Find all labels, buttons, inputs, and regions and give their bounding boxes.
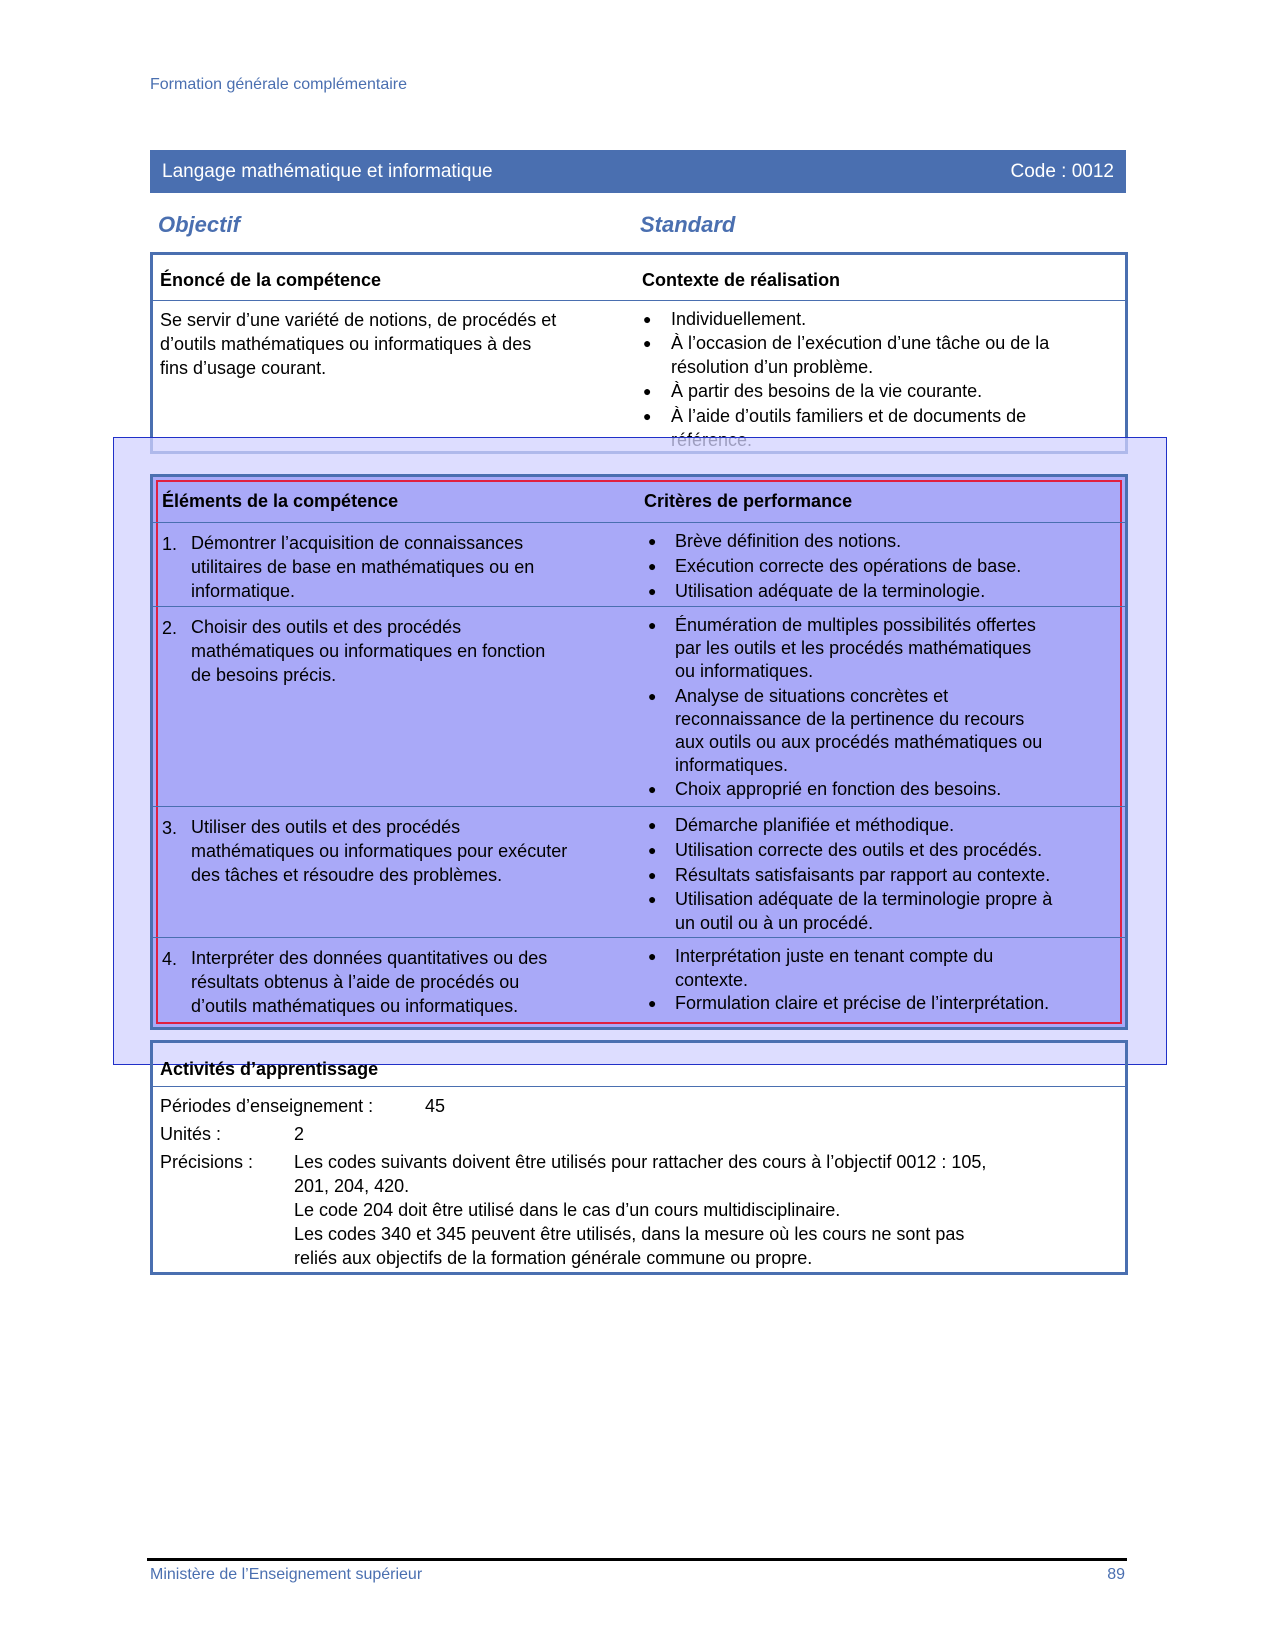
element-line: Utiliser des outils et des procédés: [191, 817, 461, 837]
contexte-item: Individuellement.: [671, 309, 807, 329]
critere-item: Formulation claire et précise de l’interprétation.: [675, 993, 1050, 1013]
element-line: d’outils mathématiques ou informatiques.: [191, 996, 519, 1016]
criteres-header: Critères de performance: [644, 491, 853, 511]
row-number: 2.: [162, 618, 178, 638]
enonce-header: Énoncé de la compétence: [160, 270, 382, 290]
unites-label: Unités :: [160, 1124, 222, 1144]
critere-item: Démarche planifiée et méthodique.: [675, 815, 955, 835]
critere-item: Utilisation adéquate de la terminologie.: [675, 581, 986, 601]
bullet-icon: ●: [643, 311, 652, 327]
element-line: informatique.: [191, 581, 296, 601]
bullet-icon: ●: [648, 533, 657, 549]
enonce-line: fins d’usage courant.: [160, 358, 327, 378]
bullet-icon: ●: [648, 995, 657, 1011]
document-header: Formation générale complémentaire: [150, 76, 408, 93]
precisions-line: Les codes 340 et 345 peuvent être utilisés, dans la mesure où les cours ne sont pas: [294, 1224, 965, 1244]
title-bar: [150, 150, 1126, 193]
bullet-icon: ●: [648, 842, 657, 858]
element-line: résultats obtenus à l’aide de procédés ou: [191, 972, 520, 992]
element-line: mathématiques ou informatiques en fonction: [191, 641, 546, 661]
critere-item: aux outils ou aux procédés mathématiques ou: [675, 732, 1043, 752]
course-title: Langage mathématique et informatique: [162, 161, 493, 182]
bullet-icon: ●: [648, 558, 657, 574]
element-line: Interpréter des données quantitatives ou des: [191, 948, 548, 968]
critere-item: par les outils et les procédés mathématiques: [675, 638, 1032, 658]
header-divider: [153, 1086, 1125, 1087]
activites-box: [150, 1040, 1128, 1275]
precisions-line: Les codes suivants doivent être utilisés pour rattacher des cours à l’objectif 0012 : 105,: [294, 1152, 987, 1172]
bullet-icon: ●: [648, 617, 657, 633]
elements-box: [150, 474, 1128, 1030]
critere-item: ou informatiques.: [675, 661, 814, 681]
bullet-icon: ●: [648, 781, 657, 797]
footer-ministere: Ministère de l’Enseignement supérieur: [150, 1566, 423, 1583]
critere-item: Exécution correcte des opérations de base.: [675, 556, 1022, 576]
row-divider: [153, 937, 1125, 938]
critere-item: Analyse de situations concrètes et: [675, 686, 949, 706]
bullet-icon: ●: [648, 817, 657, 833]
periodes-label: Périodes d’enseignement :: [160, 1096, 374, 1116]
unites-value: 2: [294, 1124, 305, 1144]
contexte-item: À l’occasion de l’exécution d’une tâche ou de la: [671, 333, 1050, 353]
row-number: 3.: [162, 818, 178, 838]
competence-box: [150, 252, 1128, 454]
critere-item: informatiques.: [675, 755, 789, 775]
standard-label: Standard: [640, 212, 736, 237]
periodes-value: 45: [425, 1096, 446, 1116]
contexte-item: À partir des besoins de la vie courante.: [671, 381, 983, 401]
critere-item: Énumération de multiples possibilités offertes: [675, 615, 1036, 635]
row-number: 4.: [162, 949, 178, 969]
header-divider: [153, 522, 1125, 523]
elements-header: Éléments de la compétence: [162, 491, 399, 511]
element-line: mathématiques ou informatiques pour exécuter: [191, 841, 568, 861]
critere-item: un outil ou à un procédé.: [675, 913, 874, 933]
row-number: 1.: [162, 534, 178, 554]
precisions-line: 201, 204, 420.: [294, 1176, 410, 1196]
precisions-line: reliés aux objectifs de la formation générale commune ou propre.: [294, 1248, 813, 1268]
critere-item: Interprétation juste en tenant compte du: [675, 946, 994, 966]
precisions-label: Précisions :: [160, 1152, 254, 1172]
bullet-icon: ●: [643, 335, 652, 351]
critere-item: Utilisation correcte des outils et des procédés.: [675, 840, 1043, 860]
element-line: des tâches et résoudre des problèmes.: [191, 865, 503, 885]
footer-rule: [147, 1558, 1127, 1561]
bullet-icon: ●: [643, 408, 652, 424]
enonce-line: Se servir d’une variété de notions, de procédés et: [160, 310, 557, 330]
contexte-item: résolution d’un problème.: [671, 357, 874, 377]
element-line: de besoins précis.: [191, 665, 337, 685]
course-code: Code : 0012: [1010, 161, 1114, 182]
bullet-icon: ●: [648, 867, 657, 883]
element-line: Démontrer l’acquisition de connaissances: [191, 533, 524, 553]
enonce-line: d’outils mathématiques ou informatiques à des: [160, 334, 532, 354]
header-divider: [153, 300, 1125, 301]
bullet-icon: ●: [643, 383, 652, 399]
critere-item: Résultats satisfaisants par rapport au contexte.: [675, 865, 1051, 885]
bullet-icon: ●: [648, 583, 657, 599]
element-line: Choisir des outils et des procédés: [191, 617, 462, 637]
bullet-icon: ●: [648, 688, 657, 704]
critere-item: Brève définition des notions.: [675, 531, 902, 551]
row-divider: [153, 606, 1125, 607]
critere-item: contexte.: [675, 970, 749, 990]
critere-item: reconnaissance de la pertinence du recours: [675, 709, 1025, 729]
objectif-label: Objectif: [158, 212, 240, 237]
precisions-line: Le code 204 doit être utilisé dans le cas d’un cours multidisciplinaire.: [294, 1200, 841, 1220]
activites-header: Activités d’apprentissage: [160, 1059, 379, 1079]
bullet-icon: ●: [648, 948, 657, 964]
contexte-item: À l’aide d’outils familiers et de documents de: [671, 406, 1027, 426]
bullet-icon: ●: [648, 891, 657, 907]
element-line: utilitaires de base en mathématiques ou en: [191, 557, 535, 577]
page-number: 89: [1107, 1566, 1125, 1583]
critere-item: Utilisation adéquate de la terminologie propre à: [675, 889, 1053, 909]
contexte-header: Contexte de réalisation: [642, 270, 841, 290]
row-divider: [153, 806, 1125, 807]
critere-item: Choix approprié en fonction des besoins.: [675, 779, 1002, 799]
